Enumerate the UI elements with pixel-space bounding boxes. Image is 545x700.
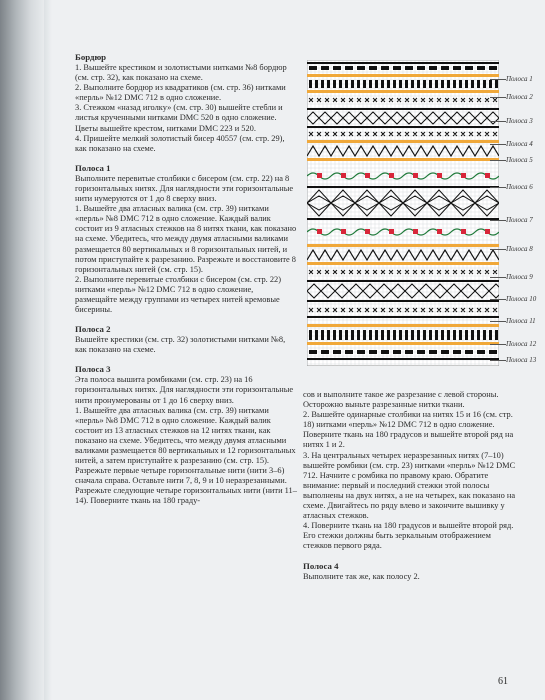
strip13-columns: [417, 330, 420, 340]
strip1-columns: [363, 80, 366, 88]
paragraph: сов и выполните такое же разрезание с левой стороны. Осторожно выньте разрезанные нитки ткани.: [303, 390, 499, 410]
strip-label: Полоса 13: [506, 356, 537, 364]
strip13-columns: [459, 330, 462, 340]
strip13-columns: [495, 330, 498, 340]
strip13-gold: [307, 324, 499, 327]
border-blocks-b: [381, 350, 389, 354]
strip-label: Полоса 2: [506, 93, 533, 101]
strip7-line-b: [307, 218, 499, 220]
strip6-flower: [317, 173, 322, 178]
strip-label: Полоса 6: [506, 183, 533, 191]
paragraph: 4. Пришейте мелкий золотистый бисер 40557 (см. стр. 29), как показано на схеме.: [75, 133, 285, 153]
border-blocks-b: [417, 350, 425, 354]
strip1-columns: [429, 80, 432, 88]
strip9-gold: [307, 244, 499, 247]
label-leader-line: [490, 299, 506, 300]
paragraph: 2. Вышейте одинарные столбики на нитях 15 и 16 (см. стр. 18) нитками «перль» №12 DMC 712 в одно сложение. Поверните ткань на 180 градусов и вышейте второй ряд на нитях 1 и 2.: [303, 410, 514, 450]
border-blocks: [417, 66, 425, 70]
border-blocks-b: [465, 350, 473, 354]
label-leader-line: [490, 344, 506, 345]
border-blocks: [321, 66, 329, 70]
strip3-line: [307, 108, 499, 110]
strip1-columns: [333, 80, 336, 88]
label-leader-line: [490, 160, 506, 161]
strip8-flower: [437, 229, 442, 234]
strip1-columns: [327, 80, 330, 88]
label-leader-line: [490, 220, 506, 221]
strip-label: Полоса 4: [506, 140, 533, 148]
section-heading: Бордюр: [75, 52, 107, 62]
label-leader-line: [490, 321, 506, 322]
paragraph: 1. Вышейте два атласных валика (см. стр. 39) нитками «перль» №8 DMC 712 в одно сложение. Каждый валик состоит из 13 атласных стежков на 12 нитях ткани, как показано на схеме. Убедитесь, что между двумя атласными валиками размещается 80 вертикальных и 12 горизонтальных нитей, а затем приступайте к разрезанию (см. стр. 15). Разрежьте первые четыре горизонтальные нити (нити 3–6) сначала справа. Оставьте нити 7, 8, 9 и 10 неразрезанными. Разрежьте следующие четыре горизонтальных нити (нити 11–14). Повернитe ткань на 180 граду-: [75, 405, 297, 506]
paragraph: 3. Стежком «назад иголку» (см. стр. 30) вышейте стебли и листья крученными нитками DMC 520 в одно сложение. Цветы вышейте крестом, нитками DMC 223 и 520.: [75, 103, 283, 133]
border-blocks: [345, 66, 353, 70]
border-blocks: [477, 66, 485, 70]
strip13-columns: [465, 330, 468, 340]
strip1-columns: [381, 80, 384, 88]
strip13-columns: [315, 330, 318, 340]
border-blocks-b: [309, 350, 317, 354]
border-blocks: [441, 66, 449, 70]
border-blocks: [333, 66, 341, 70]
label-leader-line: [490, 360, 506, 361]
strip5-gold-b: [307, 158, 499, 161]
strip13-columns: [351, 330, 354, 340]
strip1-columns: [483, 80, 486, 88]
label-leader-line: [490, 249, 506, 250]
strip1-columns: [357, 80, 360, 88]
section-heading: Полоса 2: [75, 324, 111, 335]
strip1-columns: [405, 80, 408, 88]
strip13-gold-b: [307, 342, 499, 345]
strip6-flower: [365, 173, 370, 178]
strip1-columns: [435, 80, 438, 88]
paragraph: 1. Вышейте крестиком и золотистыми нитками №8 бордюр (см. стр. 32), как показано на схеме.: [75, 63, 287, 83]
label-leader-line: [490, 79, 506, 80]
strip1-columns: [459, 80, 462, 88]
strip-label: Полоса 10: [506, 295, 537, 303]
border-line: [307, 62, 499, 64]
strip13-columns: [369, 330, 372, 340]
border-blocks-b: [357, 350, 365, 354]
border-blocks: [429, 66, 437, 70]
strip1-columns: [417, 80, 420, 88]
right-text-column: [303, 390, 516, 582]
border-blocks-b: [441, 350, 449, 354]
strip6-flower: [413, 173, 418, 178]
strip13-columns: [399, 330, 402, 340]
border-blocks-b: [489, 350, 497, 354]
label-leader-line: [490, 121, 506, 122]
strip-label: Полоса 8: [506, 245, 533, 253]
strip1-columns: [465, 80, 468, 88]
strip-label: Полоса 12: [506, 340, 537, 348]
strip13-columns: [405, 330, 408, 340]
border-blocks-b: [477, 350, 485, 354]
label-leader-line: [490, 187, 506, 188]
border-blocks-b: [369, 350, 377, 354]
strip13-columns: [441, 330, 444, 340]
border-blocks: [369, 66, 377, 70]
strip11-line-b: [307, 300, 499, 302]
strip1-columns: [369, 80, 372, 88]
gutter: [44, 0, 52, 700]
strip1-columns: [345, 80, 348, 88]
strip1-columns: [477, 80, 480, 88]
strip13-columns: [393, 330, 396, 340]
strip12-line: [307, 316, 499, 318]
strip13-columns: [453, 330, 456, 340]
strip-label: Полоса 11: [506, 317, 536, 325]
paragraph: Выполните перевитые столбики с бисером (см. стр. 22) на 8 горизонтальных нитях. Для наглядности эти горизонтальные нити нумеруются от 1 до 8 сверху вниз.: [75, 173, 294, 204]
strip6-flower: [389, 173, 394, 178]
strip1-columns: [471, 80, 474, 88]
strip13-columns: [423, 330, 426, 340]
strip1-columns: [321, 80, 324, 88]
border-blocks-b: [393, 350, 401, 354]
paragraph: 2. Выполните перевитые столбики с бисером (см. стр. 22) нитками «перль» №12 DMC 712 в одно сложение, размещайте между группами из четырех нитей кремовые бисерины.: [75, 274, 282, 315]
strip5-gold: [307, 140, 499, 143]
strip13-columns: [411, 330, 414, 340]
paragraph: Выполните так же, как полосу 2.: [303, 571, 420, 581]
border-blocks: [489, 66, 497, 70]
border-blocks: [381, 66, 389, 70]
border-blocks: [393, 66, 401, 70]
strip1-columns: [447, 80, 450, 88]
strip13-columns: [489, 330, 492, 340]
strip8-flower: [341, 229, 346, 234]
strip1-columns: [375, 80, 378, 88]
border-blocks-b: [429, 350, 437, 354]
strip6-flower: [461, 173, 466, 178]
strip13-columns: [309, 330, 312, 340]
border-blocks-b: [345, 350, 353, 354]
strip13-columns: [477, 330, 480, 340]
strip11-line: [307, 280, 499, 282]
strip13-columns: [435, 330, 438, 340]
strip1-columns: [309, 80, 312, 88]
strip1-columns: [399, 80, 402, 88]
section-heading: Полоса 1: [75, 162, 111, 173]
strip1-columns: [411, 80, 414, 88]
border-blocks-b: [321, 350, 329, 354]
strip-label: Полоса 7: [506, 216, 533, 224]
section-heading: Полоса 4: [303, 560, 339, 571]
strip13-columns: [339, 330, 342, 340]
strip-label: Полоса 3: [506, 117, 533, 125]
strip13-columns: [363, 330, 366, 340]
strip1-columns: [393, 80, 396, 88]
border-blocks: [357, 66, 365, 70]
paragraph: 4. Поверните ткань на 180 градусов и вышейте второй ряд. Его стежки должны быть зеркальным отображением стежков первого ряда.: [303, 521, 514, 551]
strip13-columns: [345, 330, 348, 340]
border-blocks: [453, 66, 461, 70]
strip8-flower: [413, 229, 418, 234]
strip9-gold-b: [307, 262, 499, 265]
strip13-columns: [375, 330, 378, 340]
strip13-columns: [333, 330, 336, 340]
strip6-flower: [437, 173, 442, 178]
strip13-columns: [471, 330, 474, 340]
strip8-flower: [365, 229, 370, 234]
strip13-columns: [483, 330, 486, 340]
strip6-flower: [341, 173, 346, 178]
border-blocks-b: [333, 350, 341, 354]
strip13-columns: [447, 330, 450, 340]
border-blocks: [465, 66, 473, 70]
strip13-columns: [321, 330, 324, 340]
strip3-line-b: [307, 126, 499, 128]
strip8-flower: [485, 229, 490, 234]
border-line-b: [307, 358, 499, 360]
strip-label: Полоса 1: [506, 75, 533, 83]
strip1-columns: [387, 80, 390, 88]
strip1-columns: [423, 80, 426, 88]
border-blocks: [309, 66, 317, 70]
border-blocks: [405, 66, 413, 70]
strip8-flower: [317, 229, 322, 234]
page-number: 61: [498, 676, 508, 687]
strip13-columns: [429, 330, 432, 340]
label-leader-line: [490, 144, 506, 145]
label-leader-line: [490, 277, 506, 278]
left-text-column: [75, 52, 297, 507]
paragraph: 1. Вышейте два атласных валика (см. стр. 39) нитками «перль» №8 DMC 712 в одно сложение. Каждый валик состоит из 9 атласных стежков на 8 нитях ткани, как показано на схеме. Убедитесь, что между двумя атласными валиками размещается 80 вертикальных и 8 горизонтальных нитей, и потом приступайте к разрезанию. Разрежьте и восстановите 8 горизонтальных нитей (см. стр. 15).: [75, 204, 297, 274]
strip8-flower: [389, 229, 394, 234]
strip13-columns: [381, 330, 384, 340]
paragraph: Вышейте крестики (см. стр. 32) золотистыми нитками №8, как показано на схеме.: [75, 335, 286, 355]
label-leader-line: [490, 97, 506, 98]
strip1-columns: [351, 80, 354, 88]
section-heading: Полоса 3: [75, 364, 111, 375]
strip1-columns: [315, 80, 318, 88]
strip1-columns: [453, 80, 456, 88]
border-blocks-b: [405, 350, 413, 354]
paragraph: 2. Выполните бордюр из квадратиков (см. стр. 36) нитками «перль» №12 DMC 712 в одно сложение.: [75, 83, 286, 103]
strip7-line: [307, 186, 499, 188]
paragraph: Эта полоса вышита ромбиками (см. стр. 23) на 16 горизонтальных нитях. Для наглядности эти горизонтальные нити пронумерованы от 1 до 16 сверху вниз.: [75, 375, 294, 405]
strip1-columns: [339, 80, 342, 88]
paragraph: 3. На центральных четырех неразрезанных нитях (7–10) вышейте ромбики (см. стр. 23) нитками «перль» №12 DMC 712. Начните с ромбика по правому краю. Обратите внимание: первый и последний стежки этой полосы выполнены на двух нитях, а не на четырех, как показано на схеме. Двигайтесь по ряду влево и закончите вышивку у атласных стежков.: [303, 450, 516, 521]
strip-label: Полоса 5: [506, 156, 533, 164]
strip-label: Полоса 9: [506, 273, 533, 281]
strip6-flower: [485, 173, 490, 178]
strip1-columns: [489, 80, 492, 88]
embroidery-chart: [307, 60, 499, 366]
strip13-columns: [327, 330, 330, 340]
strip1-columns: [495, 80, 498, 88]
strip1-columns: [441, 80, 444, 88]
strip13-columns: [357, 330, 360, 340]
border-blocks-b: [453, 350, 461, 354]
strip13-columns: [387, 330, 390, 340]
strip8-flower: [461, 229, 466, 234]
strip1-gold: [307, 74, 499, 77]
book-spine-shadow: [0, 0, 44, 700]
strip1-gold-b: [307, 90, 499, 93]
